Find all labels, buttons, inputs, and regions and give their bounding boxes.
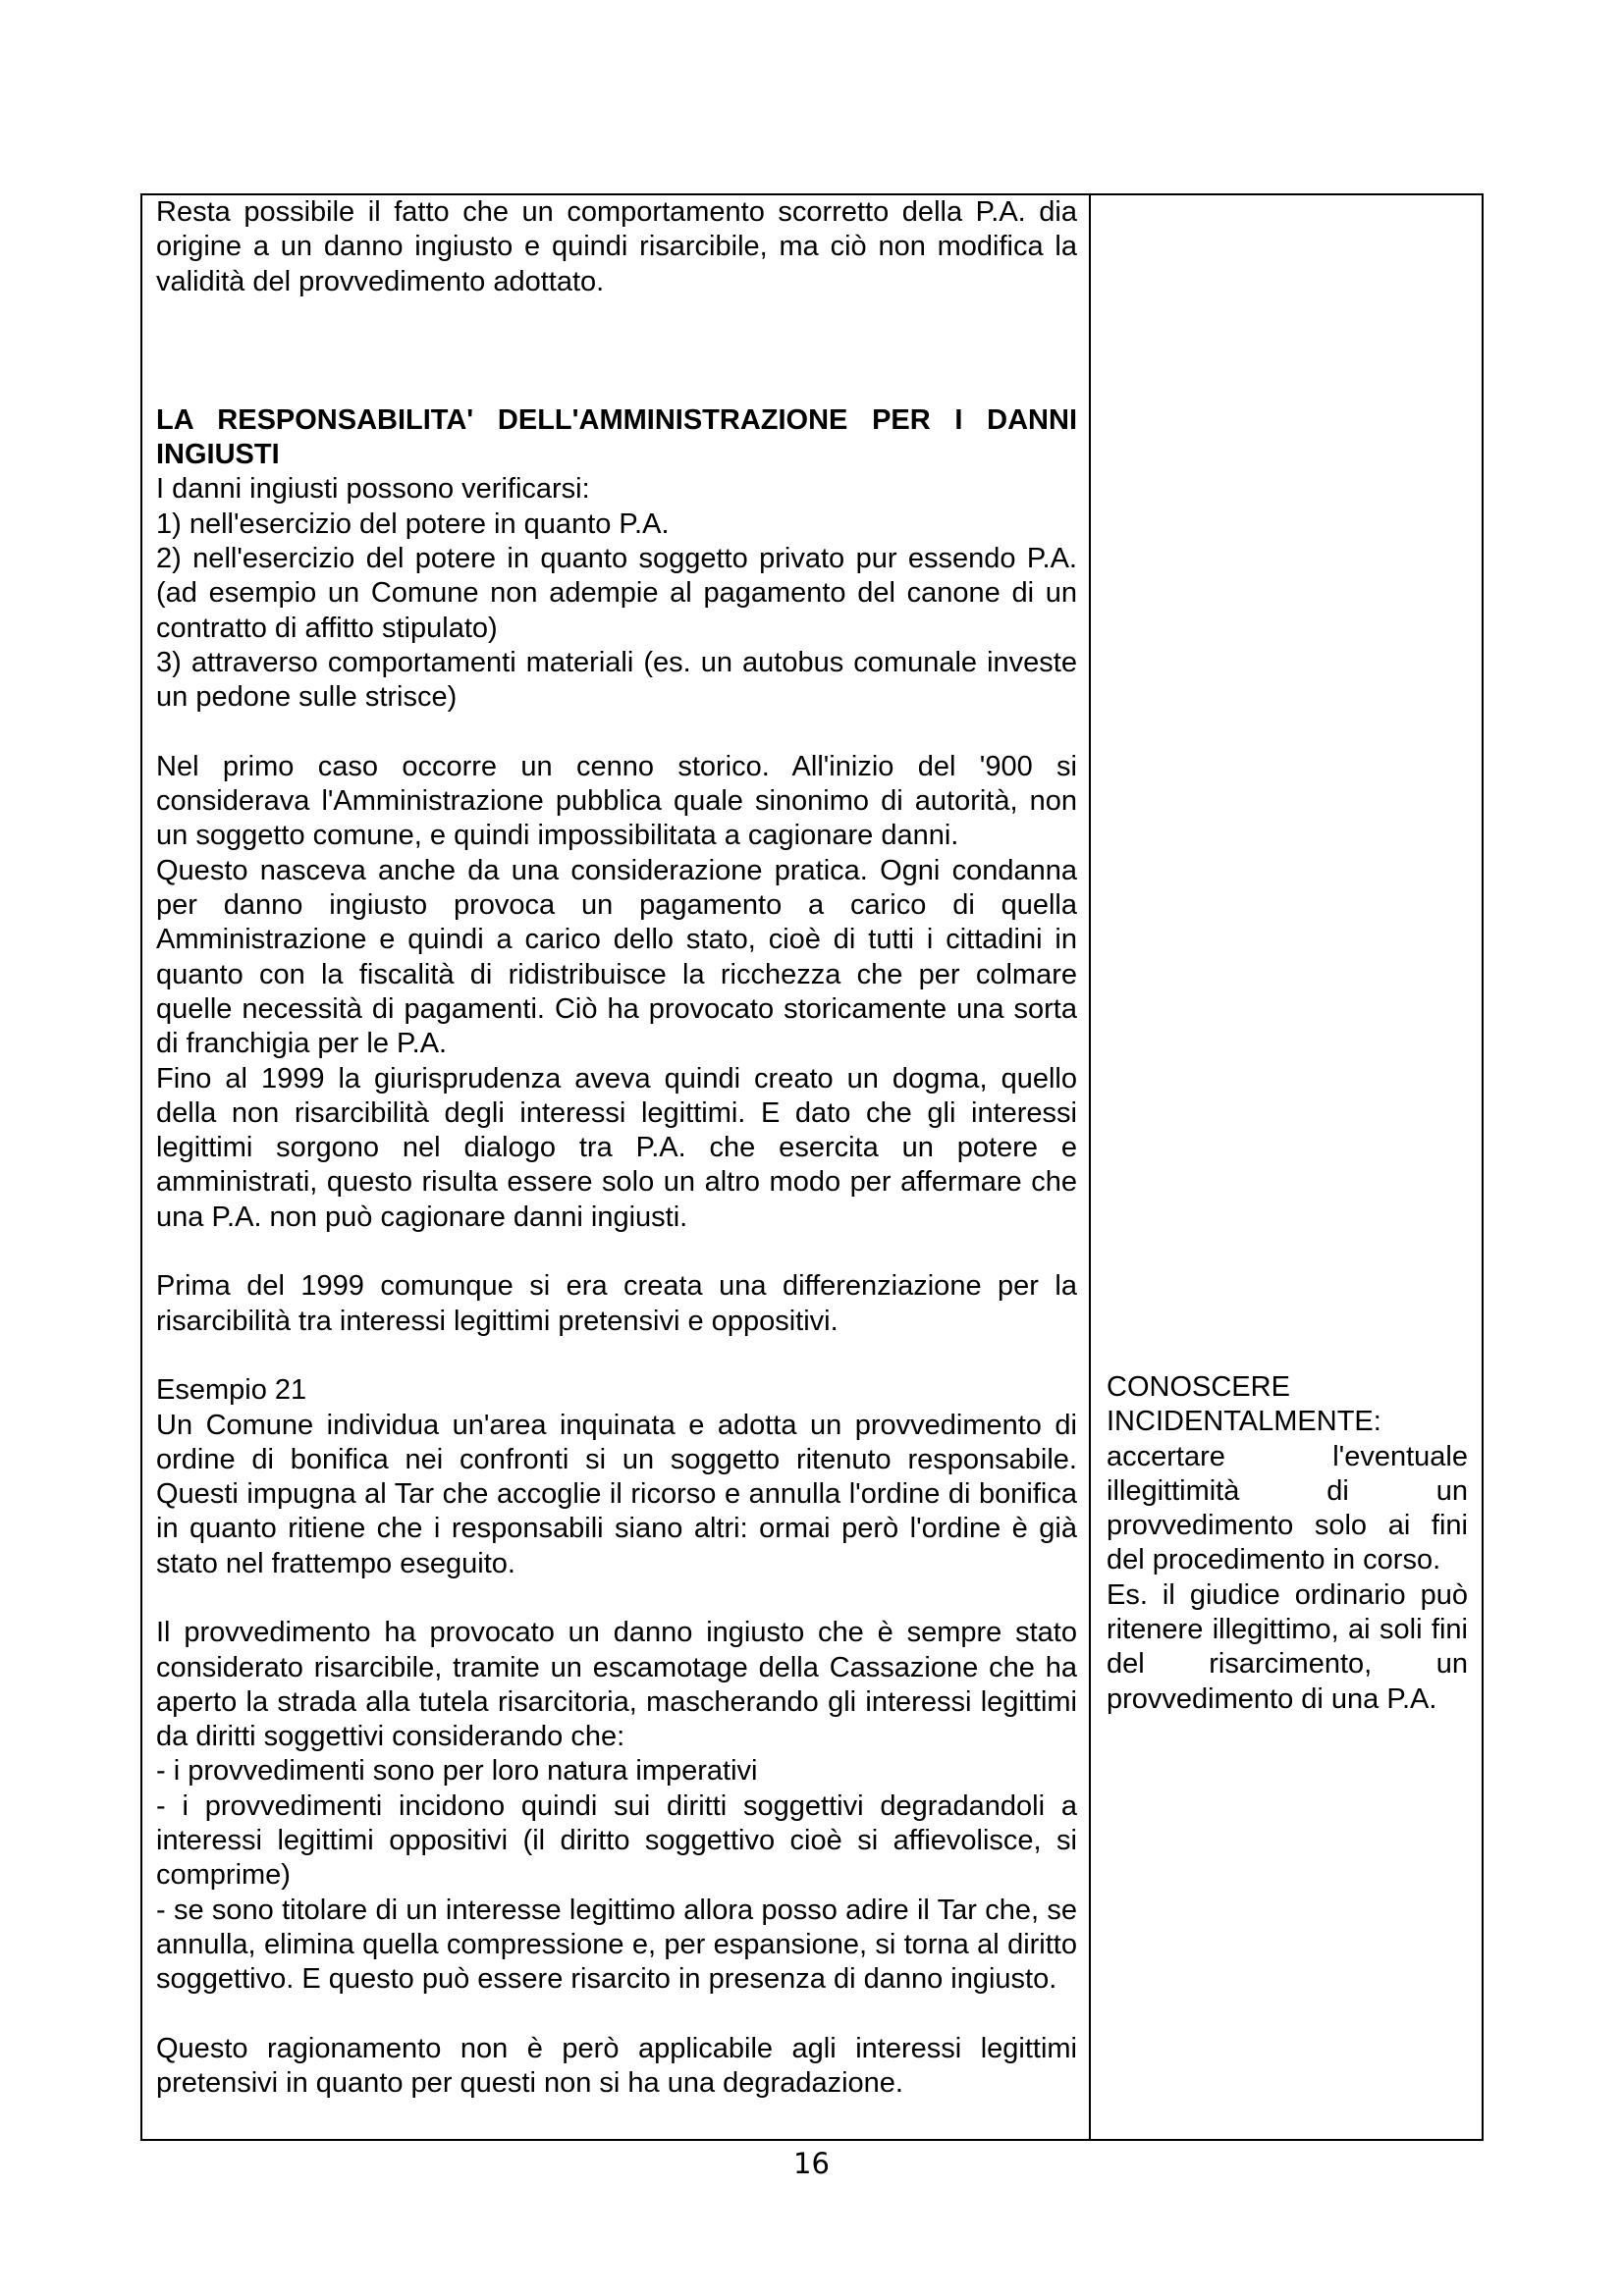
spacer	[156, 1581, 1089, 1616]
note-definition: accertare l'eventuale illegittimità di un provvedimento solo ai fini del procedimento in corso.	[1107, 1440, 1468, 1576]
paragraph-validity: Resta possibile il fatto che un comportamento scorretto della P.A. dia origine a un danno ingiusto e quindi risarcibile, ma ciò non modifica la validità del provvedimento adottato.	[156, 196, 1077, 297]
example-text: Un Comune individua un'area inquinata e adotta un provvedimento di ordine di bonifica nei confronti si un soggetto ritenuto responsabile. Questi impugna al Tar che accoglie il ricorso e annulla l'ordine di bonifica in quanto ritiene che i responsabili siano altri: ormai però l'ordine è già stato nel frattempo eseguito.	[156, 1409, 1077, 1579]
bullet-item-3: - se sono titolare di un interesse legittimo allora posso adire il Tar che, se annulla, elimina quella compressione e, per espansione, si torna al diritto soggettivo. E questo può essere risarcito in presenza di danno ingiusto.	[156, 1894, 1077, 1996]
bullet-item-2: - i provvedimenti incidono quindi sui diritti soggettivi degradandoli a interessi legittimi oppositivi (il diritto soggettivo cioè si affievolisce, si comprime)	[156, 1789, 1077, 1892]
paragraph-differentiation: Prima del 1999 comunque si era creata una differenziazione per la risarcibilità tra interessi legittimi pretensivi e oppositivi.	[156, 1270, 1077, 1337]
paragraph-cassazione: Il provvedimento ha provocato un danno ingiusto che è sempre stato considerato risarcibile, tramite un escamotage della Cassazione che ha aperto la strada alla tutela risarcitoria, mascherando gli interessi legittimi da diritti soggettivi considerando che:	[156, 1617, 1077, 1753]
list-item-2: 2) nell'esercizio del potere in quanto soggetto privato pur essendo P.A. (ad esempio un Comune non adempie al pagamento del canone di un contratto di affitto stipulato)	[156, 543, 1077, 644]
note-example: Es. il giudice ordinario può ritenere illegittimo, ai soli fini del risarcimento, un provvedimento di una P.A.	[1107, 1578, 1468, 1715]
margin-notes-column	[1091, 195, 1482, 2139]
example-title: Esempio 21	[156, 1374, 307, 1407]
bullet-item-1: - i provvedimenti sono per loro natura imperativi	[156, 1755, 758, 1788]
notes-table	[140, 193, 1484, 2141]
main-text-column	[142, 195, 1091, 2139]
spacer	[156, 299, 1089, 403]
list-item-1: 1) nell'esercizio del potere in quanto P.A.	[156, 507, 670, 540]
list-item-3: 3) attraverso comportamenti materiali (es. un autobus comunale investe un pedone sulle strisce)	[156, 646, 1077, 714]
section-heading: LA RESPONSABILITA' DELL'AMMINISTRAZIONE PER I DANNI INGIUSTI	[156, 403, 1077, 471]
note-term: CONOSCERE INCIDENTALMENTE:	[1107, 1371, 1381, 1438]
paragraph-practical: Questo nasceva anche da una considerazione pratica. Ogni condanna per danno ingiusto provoca un pagamento a carico di quella Amministrazione e quindi a carico dello stato, cioè di tutti i cittadini in quanto con la fiscalità di ridistribuisce la ricchezza che per colmare quelle necessità di pagamenti. Ciò ha provocato storicamente una sorta di franchigia per le P.A.	[156, 854, 1077, 1060]
spacer	[156, 1998, 1089, 2032]
paragraph-history: Nel primo caso occorre un cenno storico. All'inizio del '900 si considerava l'Amministrazione pubblica quale sinonimo di autorità, non un soggetto comune, e quindi impossibilitata a cagionare danni.	[156, 750, 1077, 852]
spacer	[156, 1235, 1089, 1269]
list-intro: I danni ingiusti possono verificarsi:	[156, 473, 590, 506]
page-number: 16	[793, 2147, 830, 2180]
paragraph-dogma: Fino al 1999 la giurisprudenza aveva quindi creato un dogma, quello della non risarcibilità degli interessi legittimi. E dato che gli interessi legittimi sorgono nel dialogo tra P.A. che esercita un potere e amministrati, questo risulta essere solo un altro modo per affermare che una P.A. non può cagionare danni ingiusti.	[156, 1062, 1077, 1233]
spacer	[156, 1339, 1089, 1373]
spacer	[1107, 195, 1468, 1370]
spacer	[156, 716, 1089, 750]
paragraph-pretensivi: Questo ragionamento non è però applicabile agli interessi legittimi pretensivi in quanto per questi non si ha una degradazione.	[156, 2032, 1077, 2100]
